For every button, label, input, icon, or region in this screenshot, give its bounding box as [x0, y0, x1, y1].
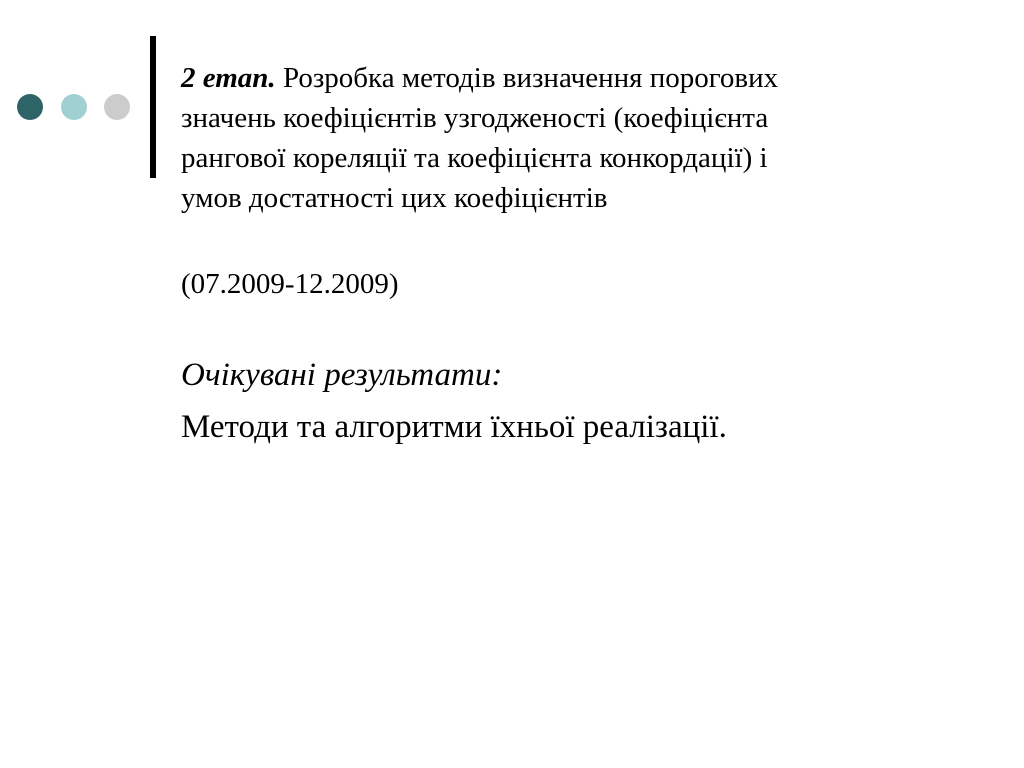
title-accent-bar — [150, 36, 156, 178]
decor-dot-gray — [104, 94, 130, 120]
stage-label: 2 етап. — [181, 62, 276, 94]
title-line-4: умов достатності цих коефіцієнтів — [181, 182, 608, 214]
expected-results-text: Методи та алгоритми їхньої реалізації. — [181, 409, 727, 445]
date-range: (07.2009-12.2009) — [181, 268, 399, 300]
expected-results-label: Очікувані результати: — [181, 357, 503, 393]
slide-title — [181, 58, 981, 218]
title-line-2: значень коефіцієнтів узгодженості (коефіцієнта — [181, 102, 769, 134]
title-line-1: Розробка методів визначення порогових — [275, 62, 779, 94]
decor-dot-dark-teal — [17, 94, 43, 120]
decor-dot-light-teal — [61, 94, 87, 120]
title-line-3: рангової кореляції та коефіцієнта конкордації) і — [181, 142, 768, 174]
